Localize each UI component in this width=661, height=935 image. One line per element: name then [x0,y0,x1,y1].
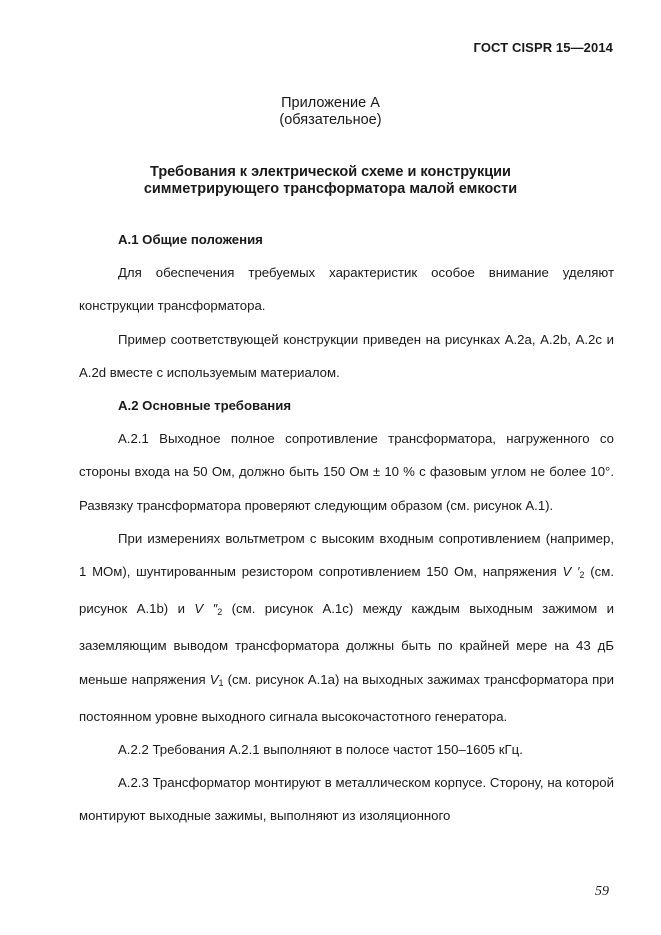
paragraph: А.2.1 Выходное полное сопротивление трансформатора, нагруженного со стороны входа на 50 Ом, должно быть 150 Ом ± 10 % с фазовым углом не более 10°. Развязку трансформатора проверяют следующим образом (см. рисунок А.1). [79,431,614,513]
subtitle-line-2: симметрирующего трансформатора малой емкости [143,181,518,197]
paragraph: Для обеспечения требуемых характеристик особое внимание уделяют конструкции трансформатора. [79,265,614,314]
annex-heading [0,95,661,129]
section-heading-requirements: А.2 Основные требования [118,398,292,414]
annex-kind: (обязательное) [279,112,382,128]
paragraph: А.2.2 Требования А.2.1 выполняют в полосе частот 150–1605 кГц. [118,742,523,758]
paragraph-voltmeter [79,522,614,733]
section-heading-general: А.1 Общие положения [118,232,263,247]
paragraph: Пример соответствующей конструкции приведен на рисунках А.2а, А.2b, А.2c и А.2d вместе с используемым материалом. [79,331,614,380]
text-run: (см. рисунок А.1c) между каждым выходным зажимом и заземляющим выводом трансформатора должны быть по крайней мере на 43 дБ меньше напряжения [79,601,614,687]
subtitle-line-1: Требования к электрической схеме и конструкции [150,164,511,180]
page-number: 59 [595,884,609,899]
annex-title: Приложение А [281,95,380,111]
subscript: 2 [217,607,223,618]
subscript: 2 [579,570,585,581]
text-run: При измерениях вольтметром с высоким входным сопротивлением (например, 1 МОм), шунтированным резистором сопротивлением 150 Ом, напряжения [79,530,614,580]
symbol-v: V [209,671,219,687]
document-code: ГОСТ CISPR 15—2014 [473,40,613,55]
text-run: (см. рисунок А.1а) на выходных зажимах трансформатора при постоянном уровне выходного сигнала высокочастотного генератора. [79,671,614,724]
annex-subtitle [0,164,661,198]
symbol-v-prime: V ′ [562,564,580,580]
symbol-v-double-prime: V ″ [194,601,218,617]
text-run: (см. рисунок А.1b) и [79,564,614,617]
subscript: 1 [218,677,224,688]
paragraph: А.2.3 Трансформатор монтируют в металлическом корпусе. Сторону, на которой монтируют выходные зажимы, выполняют из изоляционного [79,775,614,824]
document-body [79,223,614,833]
